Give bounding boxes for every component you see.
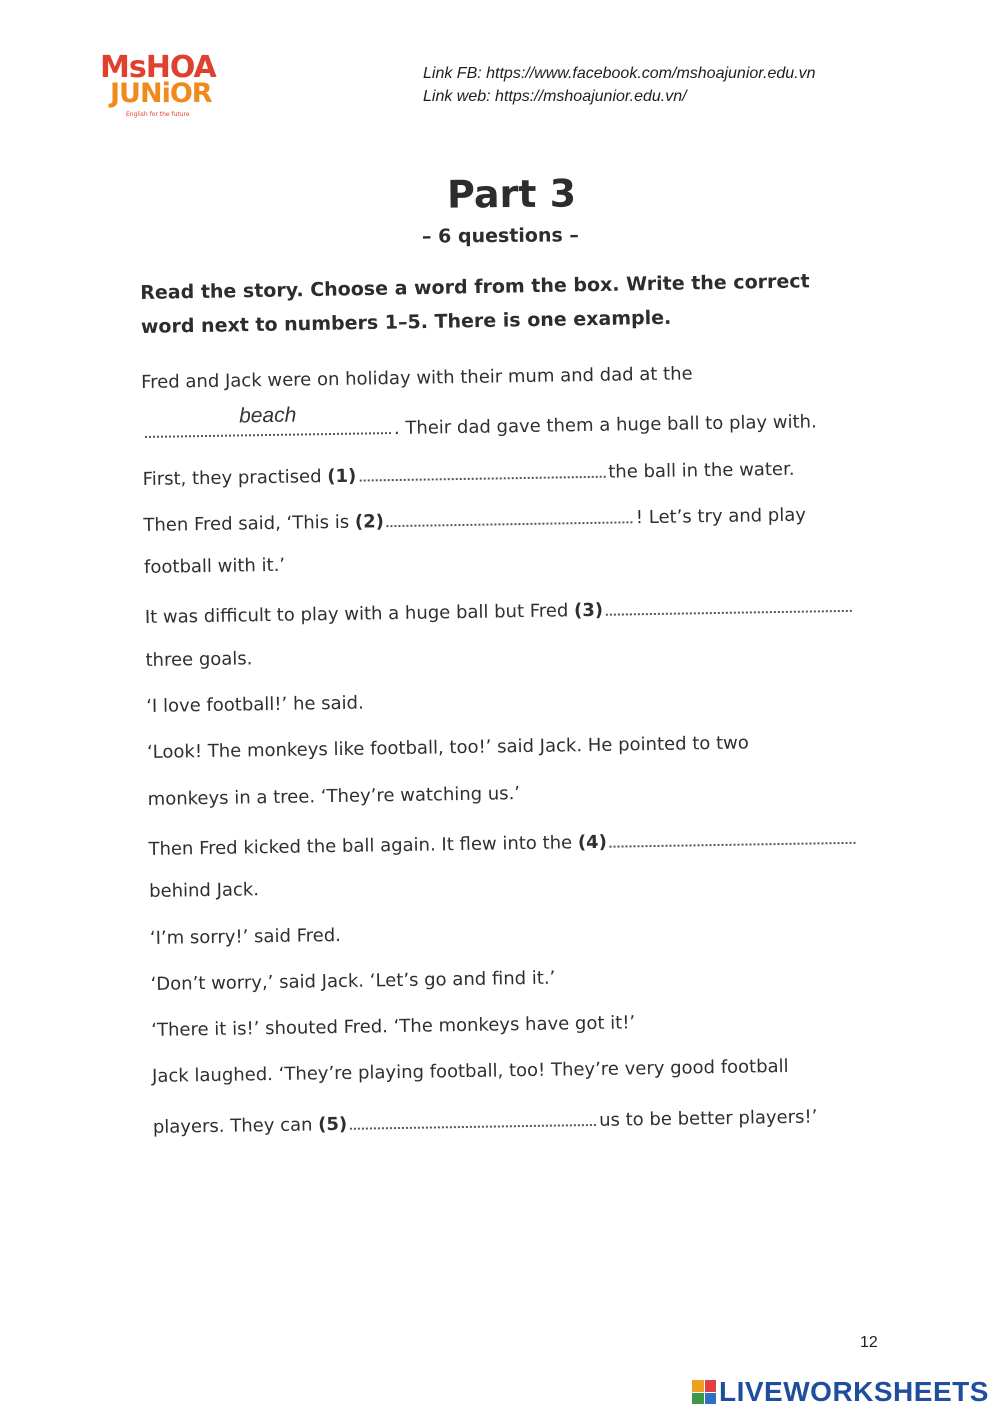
story-text-segment: Jack laughed. ‘They’re playing football, too! They’re very good football [151,1056,789,1088]
story-text-segment: monkeys in a tree. ‘They’re watching us.’ [147,782,521,810]
question-number-3: (3) [573,600,604,622]
answer-blank-2[interactable] [387,503,633,527]
page-subtitle: – 6 questions – [421,224,579,248]
liveworksheets-grid-icon [692,1380,716,1404]
answer-blank-1[interactable] [359,457,605,481]
question-number-4: (4) [577,831,607,854]
story-text-segment: ‘There it is!’ shouted Fred. ‘The monkeys have got it!’ [151,1012,636,1042]
story-text-segment: players. They can [152,1114,313,1138]
answer-blank-3[interactable] [606,592,852,616]
question-number-5: (5) [318,1113,348,1136]
logo-tagline: English for the future [126,111,190,118]
question-number-2: (2) [354,511,385,533]
story-text-segment: ‘Look! The monkeys like football, too!’ said Jack. He pointed to two [146,732,750,764]
logo-line-1: MsHOA [100,50,216,85]
story-text-segment: First, they practised [142,465,322,490]
story-text [141,360,913,1159]
story-text-segment: Then Fred said, ‘This is [143,511,350,536]
story-text-segment: Fred and Jack were on holiday with their mum and dad at the [141,363,693,393]
story-text-segment: ! Let’s try and play [635,504,807,529]
story-text-segment: three goals. [145,648,253,671]
instructions: Read the story. Choose a word from the box. Write the correct word next to numbers 1–5. There is one example. [140,270,810,338]
story-text-segment: ‘I love football!’ he said. [146,692,364,718]
website-link[interactable]: Link web: https://mshoajunior.edu.vn/ [423,88,687,105]
story-text-segment: ‘Don’t worry,’ said Jack. ‘Let’s go and find it.’ [150,967,556,995]
logo-line-2: JUNiOR [110,78,212,109]
facebook-link[interactable]: Link FB: https://www.facebook.com/mshoajunior.edu.vn [423,65,816,82]
mshoa-junior-logo [100,50,240,116]
liveworksheets-wordmark: LIVEWORKSHEETS [719,1376,989,1407]
answer-blank-5[interactable] [350,1106,596,1130]
story-text-segment: the ball in the water. [608,458,795,483]
page-number: 12 [860,1334,878,1351]
story-text-segment: football with it.’ [143,554,286,579]
story-text-segment: It was difficult to play with a huge ball but Fred [144,600,569,629]
story-text-segment: . Their dad gave them a huge ball to play with. [393,411,817,440]
story-text-segment: ‘I’m sorry!’ said Fred. [149,924,342,949]
answer-blank-4[interactable] [610,824,856,848]
story-text-segment: Then Fred kicked the ball again. It flew into the [148,832,573,860]
example-answer: beach [238,403,297,428]
header-links [423,62,815,108]
story-text-segment: behind Jack. [148,879,260,903]
question-number-1: (1) [327,465,357,487]
example-blank [145,403,391,438]
page-title: Part 3 [446,171,577,217]
story-text-segment: us to be better players!’ [598,1106,818,1131]
liveworksheets-brand [692,1376,989,1408]
